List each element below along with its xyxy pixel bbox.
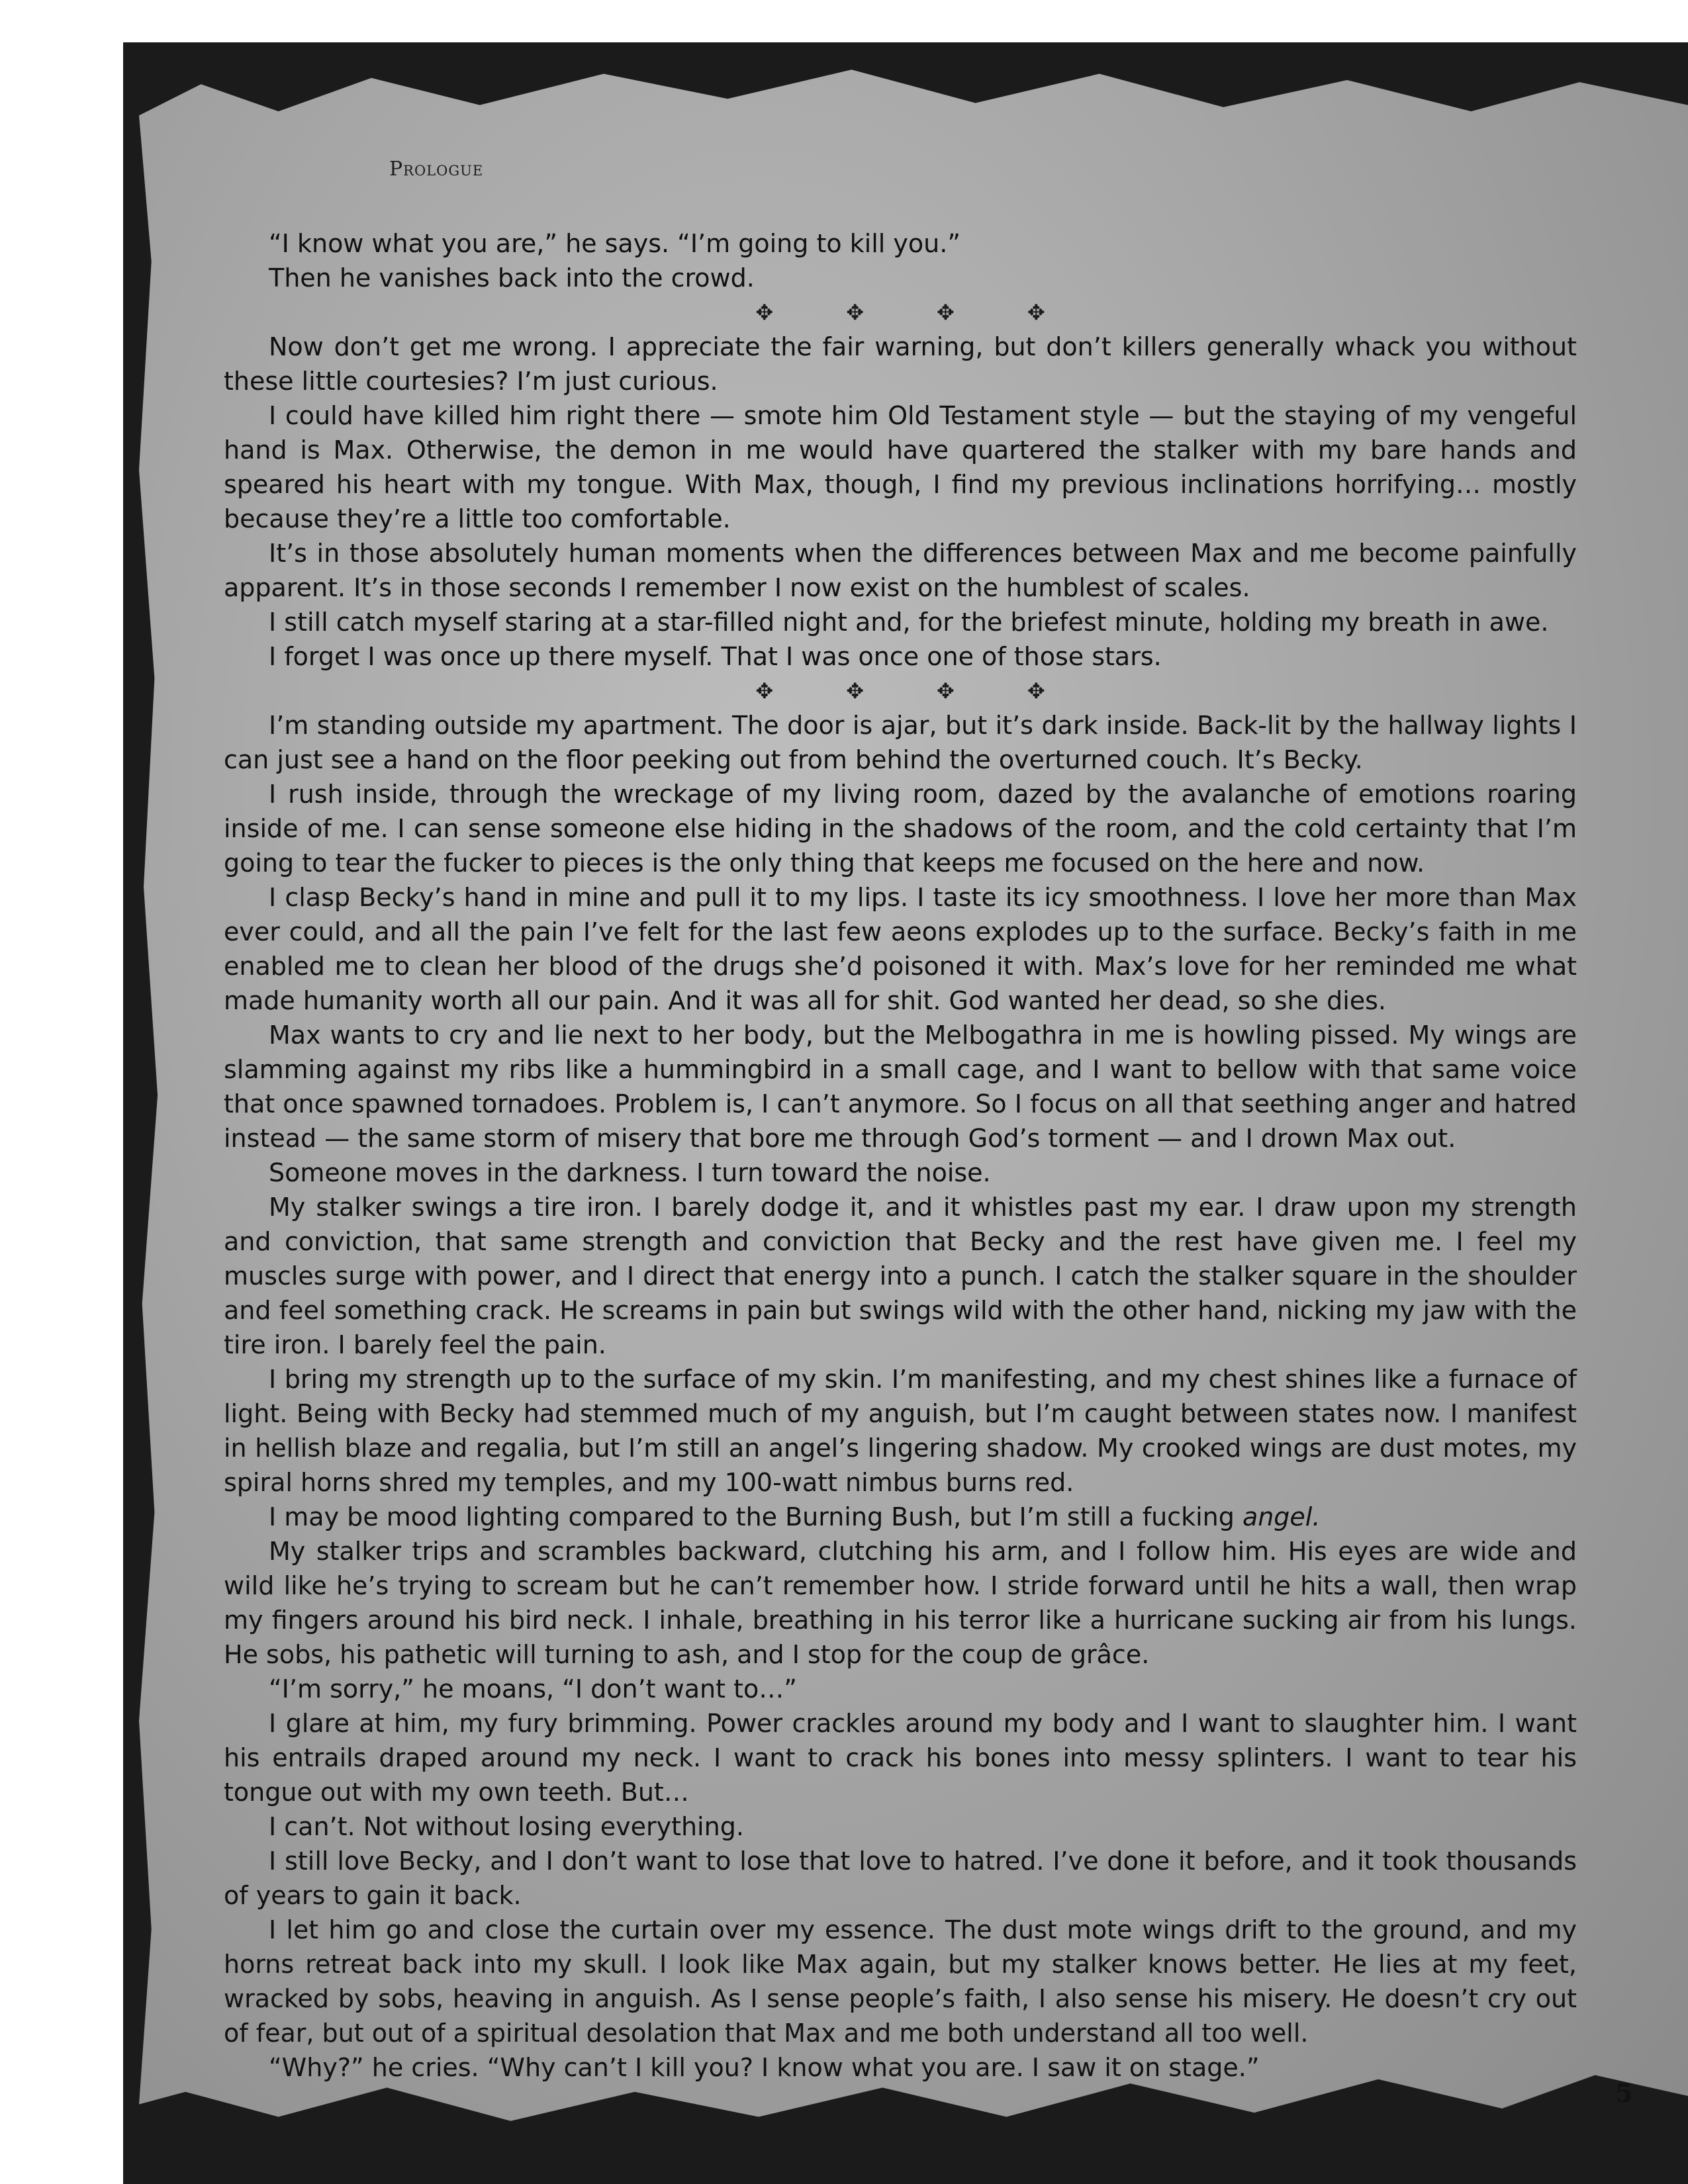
emphasis-word: angel.	[1242, 1502, 1321, 1531]
section-divider: ✥✥✥✥	[755, 300, 1118, 325]
paragraph: My stalker swings a tire iron. I barely dodge it, and it whistles past my ear. I draw upon my strength and conviction, that same strength and conviction that Becky and the rest have given me. I feel my muscles surge with power, and I direct that energy into a punch. I catch the stalker square in the shoulder and feel something crack. He screams in pain but swings wild with the other hand, nicking my jaw with the tire iron. I barely feel the pain.	[224, 1193, 1577, 1359]
body-text	[224, 226, 1577, 2085]
paragraph: I can’t. Not without losing everything.	[269, 1812, 744, 1841]
chapter-heading: Prologue	[389, 158, 484, 181]
paragraph	[224, 1500, 1577, 1534]
paragraph: I bring my strength up to the surface of my skin. I’m manifesting, and my chest shines like a furnace of light. Being with Becky had stemmed much of my anguish, but I’m caught between states now. I manifest in hellish blaze and regalia, but I’m still an angel’s lingering shadow. My crooked wings are dust motes, my spiral horns shred my temples, and my 100-watt nimbus burns red.	[224, 1365, 1577, 1497]
paragraph: Then he vanishes back into the crowd.	[269, 263, 755, 293]
paragraph: I forget I was once up there myself. That I was once one of those stars.	[269, 642, 1162, 671]
paragraph: I could have killed him right there — smote him Old Testament style — but the staying of my vengeful hand is Max. Otherwise, the demon in me would have quartered the stalker with my bare hands and speared his heart with my tongue. With Max, though, I find my previous inclinations horrifying… mostly because they’re a little too comfortable.	[224, 401, 1577, 533]
paragraph: I still love Becky, and I don’t want to lose that love to hatred. I’ve done it before, and it took thousands of years to gain it back.	[224, 1846, 1577, 1910]
paragraph: Now don’t get me wrong. I appreciate the fair warning, but don’t killers generally whack you without these little courtesies? I’m just curious.	[224, 332, 1577, 396]
paragraph: I glare at him, my fury brimming. Power crackles around my body and I want to slaughter him. I want his entrails draped around my neck. I want to crack his bones into messy splinters. I want to tear his tongue out with my own teeth. But…	[224, 1709, 1577, 1807]
page-number: 5	[1615, 2078, 1633, 2108]
paragraph: Someone moves in the darkness. I turn toward the noise.	[269, 1158, 991, 1187]
paragraph: I rush inside, through the wreckage of my living room, dazed by the avalanche of emotions roaring inside of me. I can sense someone else hiding in the shadows of the room, and the cold certainty that I’m going to tear the fucker to pieces is the only thing that keeps me focused on the here and now.	[224, 780, 1577, 878]
paragraph: I let him go and close the curtain over my essence. The dust mote wings drift to the ground, and my horns retreat back into my skull. I look like Max again, but my stalker knows better. He lies at my feet, wracked by sobs, heaving in anguish. As I sense people’s faith, I also sense his misery. He doesn’t cry out of fear, but out of a spiritual desolation that Max and me both understand all too well.	[224, 1915, 1577, 2048]
paragraph: It’s in those absolutely human moments when the differences between Max and me become painfully apparent. It’s in those seconds I remember I now exist on the humblest of scales.	[224, 539, 1577, 602]
paragraph: I clasp Becky’s hand in mine and pull it to my lips. I taste its icy smoothness. I love her more than Max ever could, and all the pain I’ve felt for the last few aeons explodes up to the surface. Becky’s faith in me enabled me to clean her blood of the drugs she’d poisoned it with. Max’s love for her reminded me what made humanity worth all our pain. And it was all for shit. God wanted her dead, so she dies.	[224, 883, 1577, 1015]
paragraph: Max wants to cry and lie next to her body, but the Melbogathra in me is howling pissed. My wings are slamming against my ribs like a hummingbird in a small cage, and I want to bellow with that same voice that once spawned tornadoes. Problem is, I can’t anymore. So I focus on all that seething anger and hatred instead — the same storm of misery that bore me through God’s torment — and I drown Max out.	[224, 1021, 1577, 1153]
paragraph-text: I may be mood lighting compared to the Burning Bush, but I’m still a fucking	[269, 1502, 1235, 1531]
section-divider: ✥✥✥✥	[755, 678, 1118, 704]
paragraph: “Why?” he cries. “Why can’t I kill you? I know what you are. I saw it on stage.”	[269, 2053, 1260, 2082]
paragraph: I’m standing outside my apartment. The door is ajar, but it’s dark inside. Back-lit by the hallway lights I can just see a hand on the floor peeking out from behind the overturned couch. It’s Becky.	[224, 711, 1577, 774]
paragraph: My stalker trips and scrambles backward, clutching his arm, and I follow him. His eyes are wide and wild like he’s trying to scream but he can’t remember how. I stride forward until he hits a wall, then wrap my fingers around his bird neck. I inhale, breathing in his terror like a hurricane sucking air from his lungs. He sobs, his pathetic will turning to ash, and I stop for the coup de grâce.	[224, 1537, 1577, 1669]
paragraph: “I’m sorry,” he moans, “I don’t want to…”	[269, 1674, 797, 1704]
paragraph: I still catch myself staring at a star-filled night and, for the briefest minute, holding my breath in awe.	[269, 608, 1549, 637]
paragraph: “I know what you are,” he says. “I’m going to kill you.”	[269, 229, 961, 258]
